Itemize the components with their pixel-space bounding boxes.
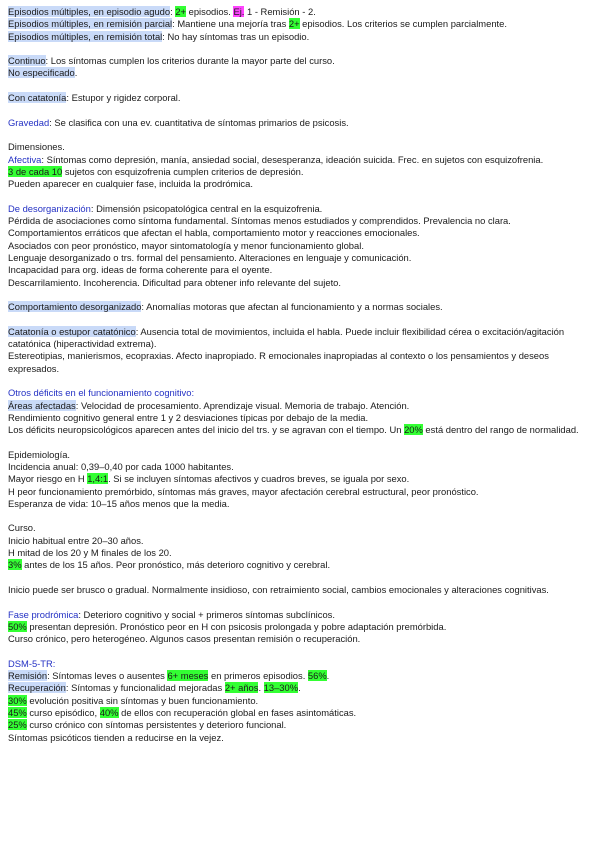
text-run: Curso crónico, pero heterogéneo. Algunos casos presentan remisión o recuperación. xyxy=(8,633,361,645)
text-line xyxy=(8,535,593,547)
text-line xyxy=(8,695,593,707)
section-heading: Afectiva xyxy=(8,153,42,165)
highlighted-term: Con catatonía xyxy=(8,92,67,104)
text-line xyxy=(8,400,593,412)
text-line xyxy=(8,559,593,571)
text-run: Inicio puede ser brusco o gradual. Normalmente insidioso, con retraimiento social, cambios emocionales y alteraciones cognitivas. xyxy=(8,583,549,595)
text-run: Los déficits neuropsicológicos aparecen antes del inicio del trs. y se agravan con el tiempo. Un xyxy=(8,424,405,436)
highlighted-term: Episodios múltiples, en remisión parcial xyxy=(8,18,173,30)
text-line xyxy=(8,67,593,79)
text-line xyxy=(8,449,593,461)
text-line xyxy=(8,277,593,289)
paragraph-gap xyxy=(8,104,593,116)
paragraph-gap xyxy=(8,510,593,522)
section-heading: : xyxy=(52,657,56,669)
text-run: : Velocidad de procesamiento. Aprendizaje visual. Memoria de trabajo. Atención. xyxy=(75,399,410,411)
text-run: Inicio habitual entre 20–30 años. xyxy=(8,534,144,546)
text-run: Estereotipias, manierismos, ecopraxias. Afecto inapropiado. R emocionales inapropiadas al contexto o los pensamientos y deseos expresados. xyxy=(8,350,549,374)
text-run: presentan depresión. Pronóstico peor en H con psicosis prolongada y pobre adaptación premórbida. xyxy=(26,620,447,632)
text-line xyxy=(8,117,593,129)
text-line xyxy=(8,92,593,104)
highlighted-term: Episodios múltiples, en episodio agudo xyxy=(8,6,171,17)
text-run: curso crónico con síntomas persistentes y deterioro funcional. xyxy=(26,719,287,731)
text-run: : Los síntomas cumplen los criterios durante la mayor parte del curso. xyxy=(45,55,335,67)
text-line xyxy=(8,178,593,190)
section-heading: Otros déficits en el funcionamiento cognitivo xyxy=(8,387,192,399)
text-run: Síntomas psicóticos tienden a reducirse en la vejez. xyxy=(8,731,224,743)
text-run: . xyxy=(74,67,78,79)
highlighted-figure: 56% xyxy=(307,670,327,682)
highlighted-term: Remisión xyxy=(8,670,48,682)
text-line xyxy=(8,326,593,351)
highlighted-figure: 2+ años xyxy=(224,682,259,694)
highlighted-figure: 50% xyxy=(8,620,27,632)
text-run: Incapacidad para org. ideas de forma coherente para el oyente. xyxy=(8,264,273,276)
paragraph-gap xyxy=(8,572,593,584)
paragraph-gap xyxy=(8,129,593,141)
text-run: está dentro del rango de normalidad. xyxy=(422,424,579,436)
text-line xyxy=(8,473,593,485)
text-line xyxy=(8,461,593,473)
text-run: Asociados con peor pronóstico, mayor sintomatología y menor funcionamiento global. xyxy=(8,239,364,251)
text-run: curso episódico, xyxy=(26,706,100,718)
highlighted-figure: 20% xyxy=(404,424,423,436)
paragraph-gap xyxy=(8,80,593,92)
text-run: . xyxy=(298,682,301,694)
text-run: Mayor riesgo en H xyxy=(8,473,88,485)
text-run: 1 - Remisión - 2. xyxy=(244,6,316,17)
text-line xyxy=(8,240,593,252)
text-run: : Síntomas como depresión, manía, ansiedad social, desesperanza, ideación suicida. Frec. en sujetos con esquizofrenia. xyxy=(41,153,544,165)
text-line xyxy=(8,486,593,498)
text-line xyxy=(8,264,593,276)
text-line xyxy=(8,633,593,645)
section-heading: : xyxy=(191,387,195,399)
section-heading: Fase prodrómica xyxy=(8,608,79,620)
highlighted-figure: 3 de cada 10 xyxy=(8,165,63,177)
text-line xyxy=(8,732,593,744)
highlighted-term: Catatonía o estupor catatónico xyxy=(8,325,136,337)
text-run: : xyxy=(170,6,176,17)
text-run: evolución positiva sin síntomas y buen funcionamiento. xyxy=(26,694,259,706)
paragraph-gap xyxy=(8,375,593,387)
text-run: : Ausencia total de movimientos, incluida el habla. Puede incluir flexibilidad cérea o excitación/agitación catatónica (hiperactividad extrema). xyxy=(8,325,565,350)
text-run: Esperanza de vida: 10–15 años menos que la media. xyxy=(8,497,230,509)
text-line xyxy=(8,412,593,424)
text-line xyxy=(8,387,593,399)
text-line xyxy=(8,498,593,510)
text-run: : Mantiene una mejoría tras xyxy=(172,18,289,30)
text-line xyxy=(8,522,593,534)
text-run: Descarrilamiento. Incoherencia. Dificultad para obtener info relevante del sujeto. xyxy=(8,276,341,288)
section-heading: DSM-5-TR xyxy=(8,657,53,669)
text-line xyxy=(8,141,593,153)
text-run: . Si se incluyen síntomas afectivos y cuadros breves, se iguala por sexo. xyxy=(108,473,410,485)
text-line xyxy=(8,203,593,215)
text-line xyxy=(8,707,593,719)
text-line xyxy=(8,6,593,18)
text-run: de ellos con recuperación global en fases asintomáticas. xyxy=(118,706,357,718)
section-heading: Gravedad xyxy=(8,116,50,128)
text-line xyxy=(8,18,593,30)
text-run: Rendimiento cognitivo general entre 1 y 2 desviaciones típicas por debajo de la media. xyxy=(8,411,369,423)
text-run: : Dimensión psicopatológica central en la esquizofrenia. xyxy=(90,202,323,214)
paragraph-gap xyxy=(8,313,593,325)
paragraph-gap xyxy=(8,436,593,448)
highlighted-term: Continuo xyxy=(8,55,46,67)
highlighted-figure: 2+ xyxy=(175,6,187,17)
text-run: . xyxy=(326,670,330,682)
text-run: . xyxy=(258,682,264,694)
text-line xyxy=(8,424,593,436)
text-line xyxy=(8,584,593,596)
highlighted-figure: 25% xyxy=(8,719,27,731)
text-run: Pueden aparecer en cualquier fase, incluida la prodrómica. xyxy=(8,178,253,190)
text-run: : Se clasifica con una ev. cuantitativa de síntomas primarios de psicosis. xyxy=(49,116,349,128)
text-run: : Deterioro cognitivo y social + primeros síntomas subclínicos. xyxy=(78,608,335,620)
text-run: Pérdida de asociaciones como síntoma fundamental. Síntomas menos estudiados y comprendidos. Prevalencia no clara. xyxy=(8,215,511,227)
paragraph-gap xyxy=(8,645,593,657)
text-run: Curso. xyxy=(8,522,36,534)
text-line xyxy=(8,658,593,670)
highlighted-term: No especificado xyxy=(8,67,75,79)
highlighted-term: Áreas afectadas xyxy=(8,399,76,411)
paragraph-gap xyxy=(8,289,593,301)
text-line xyxy=(8,252,593,264)
highlighted-figure: 13–30% xyxy=(263,682,299,694)
text-run: H mitad de los 20 y M finales de los 20. xyxy=(8,547,172,559)
highlighted-figure: 6+ meses xyxy=(167,670,209,682)
text-run: : Síntomas y funcionalidad mejoradas xyxy=(65,682,225,694)
text-run: : No hay síntomas tras un episodio. xyxy=(162,30,310,42)
paragraph-gap xyxy=(8,190,593,202)
paragraph-gap xyxy=(8,596,593,608)
text-run: Incidencia anual: 0,39–0,40 por cada 1000 habitantes. xyxy=(8,460,234,472)
text-run: Lenguaje desorganizado o trs. formal del pensamiento. Alteraciones en lenguaje y comunicación. xyxy=(8,251,412,263)
text-run: Epidemiología. xyxy=(8,448,71,460)
text-run: episodios. xyxy=(186,6,234,17)
paragraph-gap xyxy=(8,43,593,55)
text-line xyxy=(8,547,593,559)
highlighted-example: Ej. xyxy=(233,6,245,17)
text-run: H peor funcionamiento premórbido, síntomas más graves, mayor afectación cerebral estructural, peor pronóstico. xyxy=(8,485,479,497)
section-heading: De desorganización xyxy=(8,202,91,214)
text-line xyxy=(8,350,593,375)
highlighted-term: Episodios múltiples, en remisión total xyxy=(8,30,163,42)
text-line xyxy=(8,301,593,313)
highlighted-figure: 45% xyxy=(8,706,27,718)
document-body xyxy=(8,6,593,744)
text-line xyxy=(8,609,593,621)
highlighted-figure: 1,4:1 xyxy=(87,473,109,485)
highlighted-term: Recuperación xyxy=(8,682,66,694)
text-run: sujetos con esquizofrenia cumplen criterios de depresión. xyxy=(62,165,304,177)
highlighted-figure: 3% xyxy=(8,559,22,571)
text-line xyxy=(8,670,593,682)
text-run: : Anomalías motoras que afectan al funcionamiento y a normas sociales. xyxy=(141,301,443,313)
text-line xyxy=(8,55,593,67)
text-line xyxy=(8,154,593,166)
text-run: episodios. Los criterios se cumplen parcialmente. xyxy=(299,18,507,30)
text-line xyxy=(8,31,593,43)
highlighted-figure: 30% xyxy=(8,694,27,706)
highlighted-figure: 40% xyxy=(99,706,119,718)
text-line xyxy=(8,166,593,178)
text-line xyxy=(8,621,593,633)
text-line xyxy=(8,227,593,239)
text-line xyxy=(8,215,593,227)
text-run: Dimensiones. xyxy=(8,141,65,153)
text-run: antes de los 15 años. Peor pronóstico, más deterioro cognitivo y cerebral. xyxy=(21,559,331,571)
highlighted-figure: 2+ xyxy=(288,18,300,30)
text-line xyxy=(8,719,593,731)
text-run: : Estupor y rigidez corporal. xyxy=(66,92,181,104)
text-line xyxy=(8,682,593,694)
text-run: en primeros episodios. xyxy=(208,670,308,682)
text-run: Comportamientos erráticos que afectan el habla, comportamiento motor y reacciones emocionales. xyxy=(8,227,420,239)
text-run: : Síntomas leves o ausentes xyxy=(47,670,168,682)
highlighted-term: Comportamiento desorganizado xyxy=(8,301,142,313)
